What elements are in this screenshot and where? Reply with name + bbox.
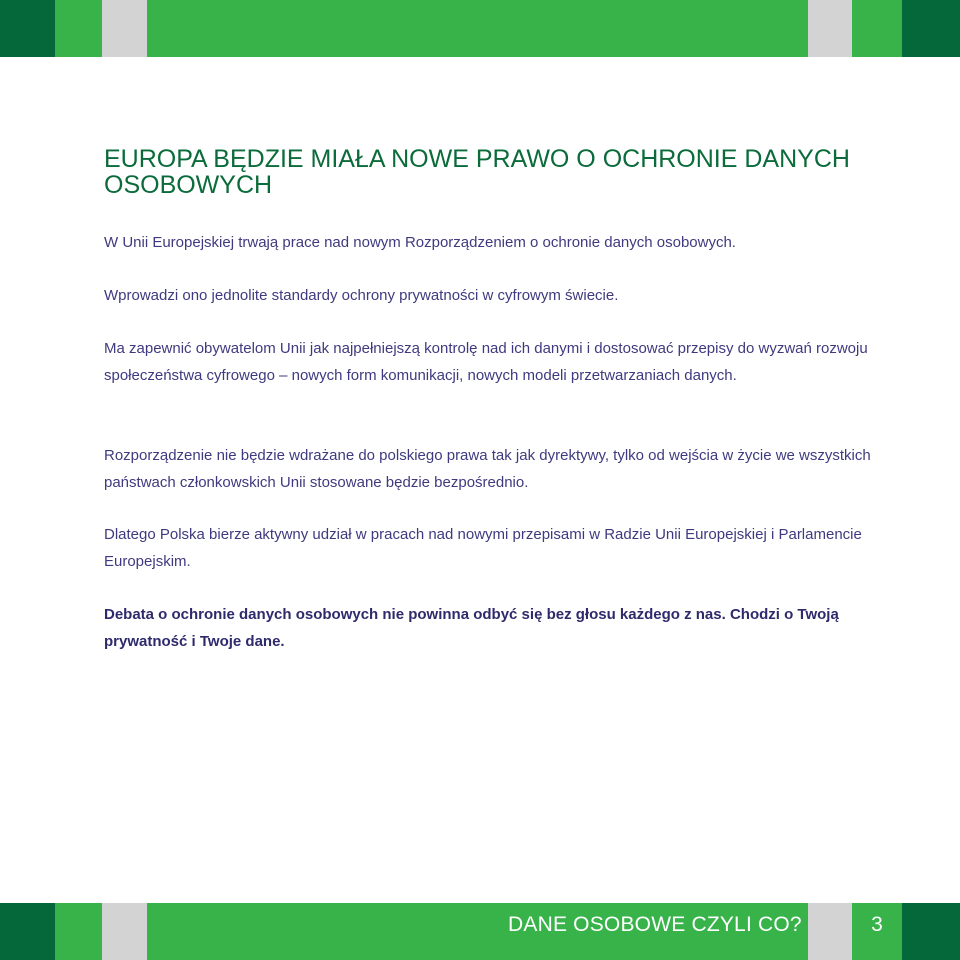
top-band-green-middle (147, 0, 808, 57)
paragraph-5: Dlatego Polska bierze aktywny udział w pracach nad nowymi przepisami w Radzie Unii Europejskiej i Parlamencie Europejskim. (104, 526, 862, 570)
paragraph-4: Rozporządzenie nie będzie wdrażane do polskiego prawa tak jak dyrektywy, tylko od wejścia w życie we wszystkich państwach członkowskich Unii stosowane będzie bezpośrednio. (104, 447, 871, 491)
bottom-band-green-left (55, 903, 102, 960)
bottom-band-grey-left (102, 903, 147, 960)
bottom-band-grey-right (808, 903, 852, 960)
top-band-green-left (55, 0, 102, 57)
top-band-grey-right (808, 0, 852, 57)
top-band-grey-left (102, 0, 147, 57)
bottom-band-dark-right (902, 903, 960, 960)
bottom-band-dark-left (0, 903, 55, 960)
paragraph-1: W Unii Europejskiej trwają prace nad nowym Rozporządzeniem o ochronie danych osobowych. (104, 234, 736, 251)
footer-title: DANE OSOBOWE CZYLI CO? (508, 913, 802, 936)
paragraph-3: Ma zapewnić obywatelom Unii jak najpełniejszą kontrolę nad ich danymi i dostosować przepisy do wyzwań rozwoju społeczeństwa cyfrowego – nowych form komunikacji, nowych modeli przetwarzaniach danych. (104, 340, 868, 384)
top-band-green-right (852, 0, 902, 57)
bottom-color-band (0, 903, 960, 960)
top-band-dark-left (0, 0, 55, 57)
paragraph-6-emphasis: Debata o ochronie danych osobowych nie powinna odbyć się bez głosu każdego z nas. Chodzi o Twoją prywatność i Twoje dane. (104, 606, 839, 650)
top-color-band (0, 0, 960, 57)
top-band-dark-right (902, 0, 960, 57)
page-number: 3 (871, 913, 883, 936)
paragraph-2: Wprowadzi ono jednolite standardy ochrony prywatności w cyfrowym świecie. (104, 287, 619, 304)
page-title: EUROPA BĘDZIE MIAŁA NOWE PRAWO O OCHRONIE DANYCH OSOBOWYCH (104, 145, 850, 199)
